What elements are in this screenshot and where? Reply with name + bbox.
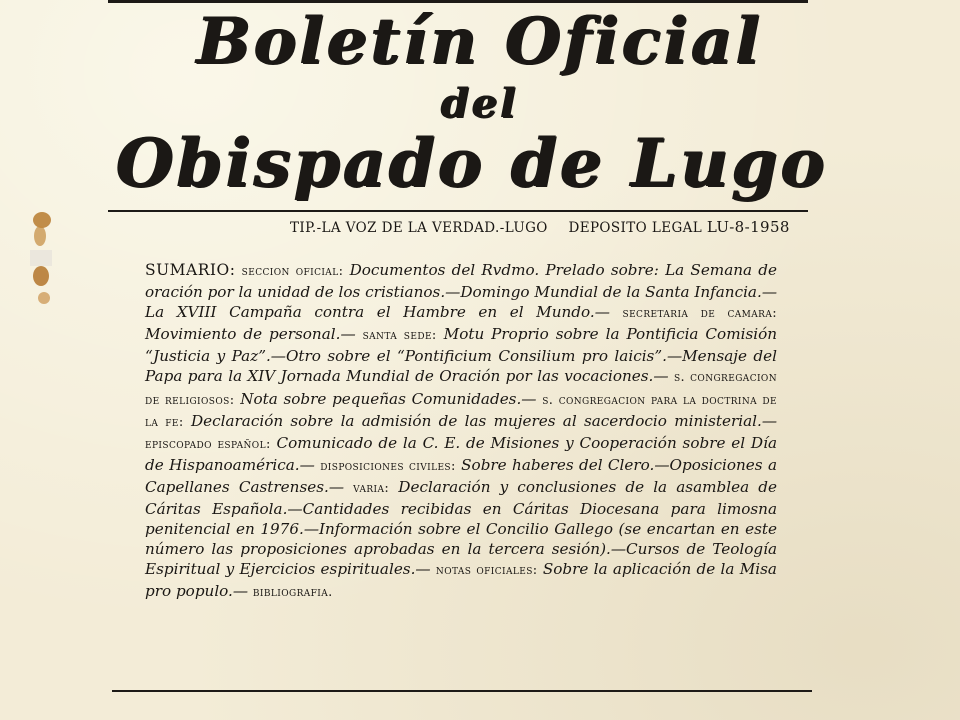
- summary-entry: Declaración sobre la admisión de las mujeres al sacerdocio ministerial.—: [190, 411, 778, 430]
- masthead-diocese: Obispado de Lugo: [116, 124, 828, 202]
- summary-section-heading: bibliografia.: [252, 585, 333, 601]
- masthead-del: del: [441, 80, 519, 127]
- summary-section-heading: santa sede:: [362, 328, 437, 344]
- summary-section-heading: s. congregacion de religiosos:: [145, 370, 777, 408]
- summary-body: [145, 261, 777, 600]
- imprint-deposit: DEPOSITO LEGAL: [568, 220, 703, 236]
- summary-section-heading: varia:: [353, 480, 390, 496]
- summary-entry: Motu Proprio sobre la Pontificia Comisión “Justicia y Paz”.—Otro sobre el “Pontificium Consilium pro laicis”.—Mensaje del Papa para la XIV Jornada Mundial de Oración por las vocaciones.—: [145, 325, 778, 386]
- bottom-rule: [112, 690, 812, 692]
- summary-entry: Sobre la aplicación de la Misa pro populo.—: [145, 560, 777, 601]
- top-rule: [108, 0, 808, 3]
- summary-section-heading: seccion oficial:: [241, 264, 344, 279]
- summary-entry: Sobre haberes del Clero.—Oposiciones a Capellanes Castrenses.—: [145, 455, 778, 496]
- summary-section-heading: s. congregacion para la doctrina de la fe:: [145, 392, 778, 430]
- summary-lead: SUMARIO:: [145, 261, 236, 279]
- summary-entry: Nota sobre pequeñas Comunidades.—: [240, 389, 537, 408]
- imprint-code: LU-8-1958: [706, 218, 790, 236]
- summary-section-heading: episcopado español:: [145, 436, 271, 452]
- summary-block: [145, 260, 777, 604]
- summary-section-heading: notas oficiales:: [435, 563, 538, 579]
- masthead-rule: [108, 210, 808, 212]
- rust-stain-icon: [26, 206, 56, 310]
- masthead-title: Boletín Oficial: [196, 4, 764, 79]
- summary-entry: Comunicado de la C. E. de Misiones y Cooperación sobre el Día de Hispanoamérica.—: [145, 433, 777, 474]
- summary-section-heading: secretaria de camara:: [622, 306, 778, 322]
- imprint-printer: TIP.-LA VOZ DE LA VERDAD.-LUGO: [290, 220, 548, 236]
- summary-entry: Declaración y conclusiones de la asamblea de Cáritas Española.—Cantidades recibidas en Cáritas Diocesana para limosna penitencial en 1976.—Información sobre el Concilio Gallego (se encartan en este número las proposiciones aprobadas en la tercera sesión).—Cursos de Teología Espiritual y Ejercicios espirituales.—: [145, 477, 777, 579]
- summary-entry: Documentos del Rvdmo. Prelado sobre: La Semana de oración por la unidad de los cristianos.—Domingo Mundial de la Santa Infancia.—La XVIII Campaña contra el Hambre en el Mundo.—: [145, 261, 778, 322]
- summary-section-heading: disposiciones civiles:: [320, 458, 456, 474]
- imprint-line: [290, 218, 820, 236]
- summary-entry: Movimiento de personal.—: [145, 325, 356, 344]
